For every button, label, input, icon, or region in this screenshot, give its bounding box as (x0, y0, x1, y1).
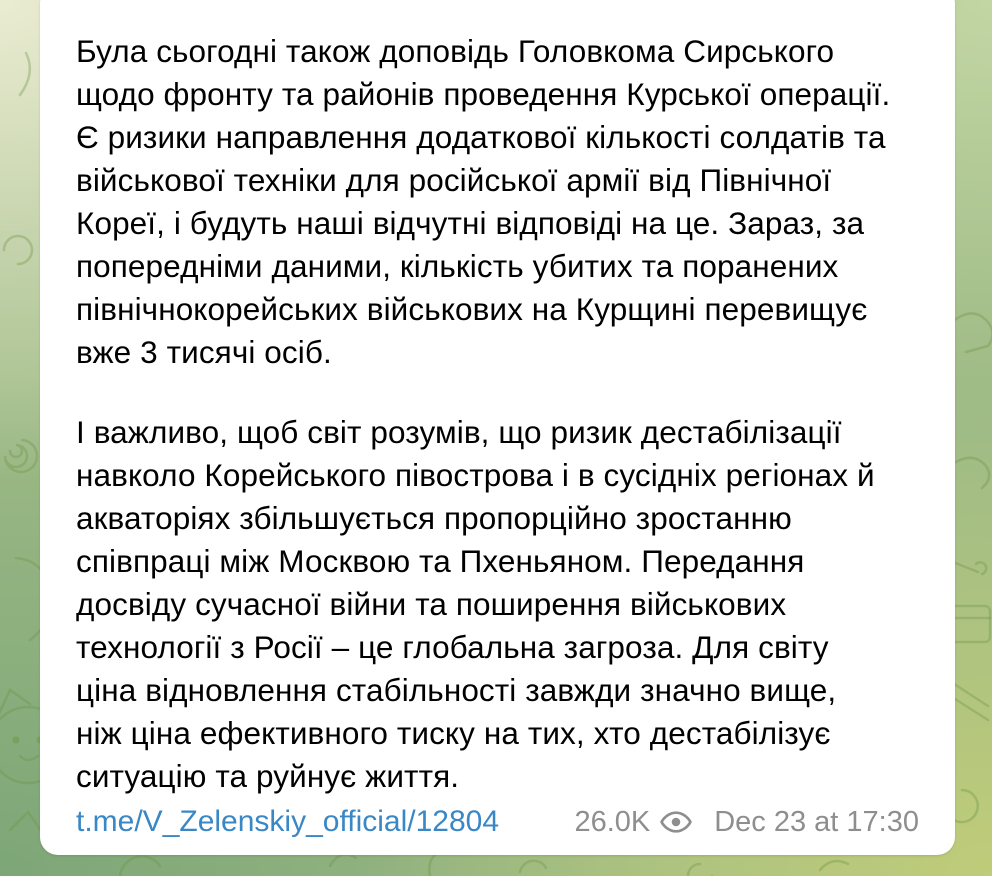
post-link[interactable]: t.me/V_Zelenskiy_official/12804 (76, 805, 500, 838)
paragraph-1 (76, 30, 919, 374)
text-line: навколо Корейського півострова і в сусідніх регіонах й (76, 457, 875, 493)
view-count: 26.0K (574, 805, 651, 838)
message-text (76, 30, 919, 798)
text-line: попередніми даними, кількість убитих та поранених (76, 248, 839, 284)
text-line: І важливо, щоб світ розумів, що ризик дестабілізації (76, 414, 842, 450)
text-line: досвіду сучасної війни та поширення військових (76, 586, 787, 622)
text-line: ніж ціна ефективного тиску на тих, хто дестабілізує (76, 715, 831, 751)
text-line: співпраці між Москвою та Пхеньяном. Передання (76, 543, 805, 579)
paragraph-2 (76, 411, 919, 798)
text-line: вже 3 тисячі осіб. (76, 334, 332, 370)
text-line: північнокорейських військових на Курщині перевищує (76, 291, 868, 327)
message-footer (76, 805, 919, 839)
message-date: Dec 23 at 17:30 (714, 805, 919, 838)
text-line: військової техніки для російської армії від Північної (76, 162, 832, 198)
message-bubble (40, 0, 955, 855)
text-line: Є ризики направлення додаткової кількості солдатів та (76, 119, 886, 155)
text-line: щодо фронту та районів проведення Курської операції. (76, 76, 891, 112)
text-line: ситуацію та руйнує життя. (76, 758, 460, 794)
views-eye-icon (660, 809, 692, 835)
message-meta (574, 806, 919, 839)
text-line: акваторіях збільшується пропорційно зростанню (76, 500, 792, 536)
text-line: ціна відновлення стабільності завжди значно вище, (76, 672, 837, 708)
text-line: Була сьогодні також доповідь Головкома Сирського (76, 33, 835, 69)
text-line: Кореї, і будуть наші відчутні відповіді на це. Зараз, за (76, 205, 865, 241)
text-line: технології з Росії – це глобальна загроза. Для світу (76, 629, 829, 665)
